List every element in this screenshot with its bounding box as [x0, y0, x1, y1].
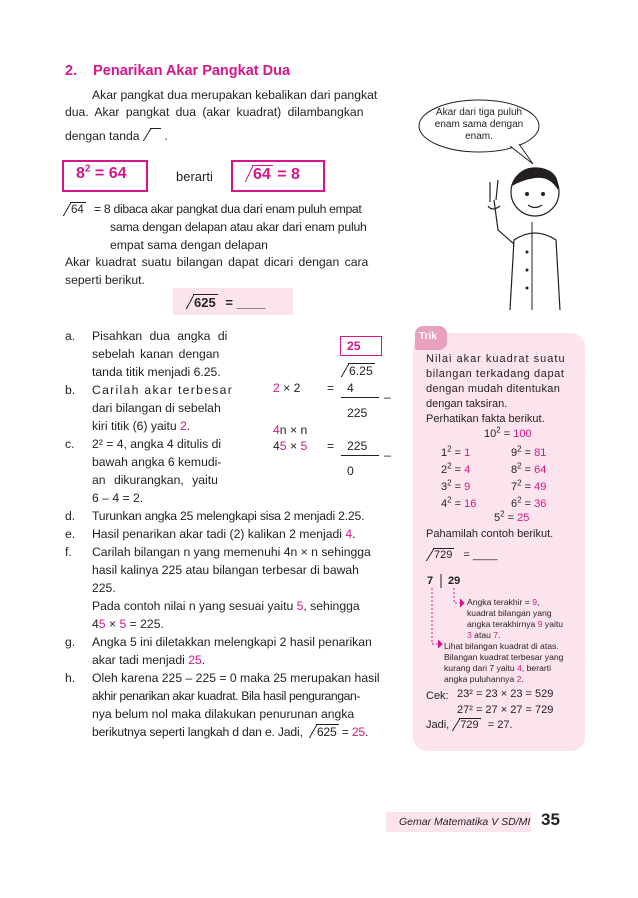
intro-line-3: dengan tanda . — [65, 129, 168, 143]
trik-digit-b: 29 — [448, 575, 461, 587]
step-f-line: Carilah bilangan n yang memenuhi 4n × n sehingga — [92, 545, 371, 559]
note-line-2: seperti berikut. — [65, 273, 145, 287]
fact-last: $5^2 = 25$ — [494, 509, 530, 524]
step-d-line: Turunkan angka 25 melengkapi sisa 2 menjadi 2.25. — [92, 509, 365, 523]
step-f-line: 225. — [92, 581, 116, 595]
calc-eq: = — [327, 439, 335, 453]
reading-line-2: sama dengan delapan atau akar dari enam puluh — [110, 220, 367, 234]
note-line-1: Akar kuadrat suatu bilangan dapat dicari dengan cara — [65, 255, 369, 269]
step-g-label: g. — [65, 635, 76, 649]
calc-line — [341, 455, 379, 456]
reading-line-1: = 8 dibaca akar pangkat dua dari enam puluh empat — [94, 202, 362, 216]
step-a-line: tanda titik menjadi 6.25. — [92, 365, 221, 379]
fact-row: $4^2 = 16$ $6^2 = 36$ — [441, 495, 547, 510]
fact-table — [441, 445, 571, 513]
calc-eq: = — [327, 381, 335, 395]
step-f-line: Pada contoh nilai n yang sesuai yaitu 5, sehingga — [92, 599, 360, 613]
step-c-label: c. — [65, 437, 75, 451]
speech-text: Akar dari tiga puluh enam sama dengan enam. — [434, 107, 524, 142]
intro-line-1: Akar pangkat dua merupakan kebalikan dari pangkat — [92, 88, 378, 102]
calc-value: 4 — [347, 381, 354, 395]
calc-row-3: 4n × n — [273, 423, 308, 437]
trik-text: Perhatikan fakta berikut. — [426, 413, 545, 425]
step-c-line: 2² = 4, angka 4 ditulis di — [92, 437, 222, 451]
step-a-line: sebelah kanan dengan — [92, 347, 220, 361]
step-h-line: nya belum nol maka dilakukan penurunan angka — [92, 707, 355, 721]
step-b-line: dari bilangan di sebelah — [92, 401, 221, 415]
trik-text: dengan taksiran. — [426, 398, 508, 410]
trik-text: bilangan terkadang dapat — [426, 368, 565, 380]
sqrt-symbol — [150, 128, 161, 142]
calc-row-1: 2 × 2 — [273, 381, 301, 395]
page-number: 35 — [541, 810, 560, 829]
reading-radicand: 64 — [71, 204, 84, 216]
fact-row: $3^2 = 9$ $7^2 = 49$ — [441, 478, 547, 493]
example-connector: berarti — [176, 169, 213, 184]
step-c-line: bawah angka 6 kemudi- — [92, 455, 222, 469]
trik-annotation-1: Angka terakhir = 9, kuadrat bilangan yang angka terakhirnya 9 yaitu 3 atau 7. — [467, 597, 564, 640]
calc-value: 0 — [347, 464, 354, 478]
step-a-label: a. — [65, 329, 76, 343]
fact-top: $10^2 = 100$ — [484, 425, 532, 440]
trik-text: dengan mudah ditentukan — [426, 383, 561, 395]
trik-label: Trik — [419, 331, 437, 342]
calc-result: 25 — [347, 339, 361, 353]
calc-line — [341, 397, 379, 398]
step-c-line: 6 – 4 = 2. — [92, 491, 144, 505]
step-h-line: akhir penarikan akar kuadrat. Bila hasil pengurangan- — [92, 689, 361, 703]
trik-prompt: Pahamilah contoh berikut. — [426, 528, 554, 540]
step-g-line: Angka 5 ini diletakkan melengkapi 2 hasil penarikan — [92, 635, 372, 649]
step-e-label: e. — [65, 527, 76, 541]
fact-row: $1^2 = 1$ $9^2 = 81$ — [441, 444, 547, 459]
boy-illustration — [480, 160, 590, 310]
step-f-line: 45 × 5 = 225. — [92, 617, 164, 631]
trik-check-lines: 23² = 23 × 23 = 529 27² = 27 × 27 = 729 — [457, 688, 554, 716]
example-right: 64 = 8 — [253, 166, 300, 183]
step-c-line: an dikurangkan, yaitu — [92, 473, 218, 487]
step-g-line: akar tadi menjadi 25. — [92, 653, 206, 667]
fact-row: $2^2 = 4$ $8^2 = 64$ — [441, 461, 547, 476]
step-h-line: Oleh karena 225 – 225 = 0 maka 25 merupakan hasil — [92, 671, 380, 685]
section-number: 2. — [65, 63, 78, 79]
step-b-label: b. — [65, 383, 76, 397]
calc-minus: – — [384, 390, 391, 404]
question: 625 = ____ — [194, 295, 266, 310]
step-f-label: f. — [65, 545, 72, 559]
step-b-line: kiri titik (6) yaitu 2. — [92, 419, 191, 433]
step-f-line: hasil kalinya 225 atau bilangan terbesar di bawah — [92, 563, 359, 577]
step-e-line: Hasil penarikan akar tadi (2) kalikan 2 menjadi 4. — [92, 527, 356, 541]
trik-annotation-2: Lihat bilangan kuadrat di atas. Bilangan kuadrat terbesar yang kurang dari 7 yaitu 4, berarti angka puluhannya 2. — [444, 641, 564, 684]
step-b-line: Carilah akar terbesar — [92, 383, 234, 397]
trik-example: 729 = ____ — [434, 549, 498, 561]
footer-book: Gemar Matematika V SD/MI — [399, 816, 531, 828]
calc-minus: – — [384, 448, 391, 462]
section-title: Penarikan Akar Pangkat Dua — [93, 63, 291, 79]
example-left: $8^2 = 64$ — [76, 163, 127, 182]
calc-radicand: 6.25 — [349, 364, 373, 378]
trik-check: Cek: — [426, 690, 449, 702]
step-h-label: h. — [65, 671, 76, 685]
calc-row-4: 45 × 5 — [273, 439, 308, 453]
trik-text: Nilai akar kuadrat suatu — [426, 353, 566, 365]
calc-value: 225 — [347, 406, 368, 420]
intro-line-2: dua. Akar pangkat dua (akar kuadrat) dilambangkan — [65, 105, 364, 119]
section-heading — [65, 63, 290, 79]
calc-value: 225 — [347, 439, 368, 453]
step-d-label: d. — [65, 509, 76, 523]
trik-digit-a: 7 — [427, 575, 434, 587]
trik-final: Jadi, 729 = 27. — [426, 719, 513, 731]
step-a-line: Pisahkan dua angka di — [92, 329, 228, 343]
step-h-line: berikutnya seperti langkah d dan e. Jadi, 625 = 25. — [92, 725, 369, 739]
reading-line-3: empat sama dengan delapan — [110, 238, 268, 252]
